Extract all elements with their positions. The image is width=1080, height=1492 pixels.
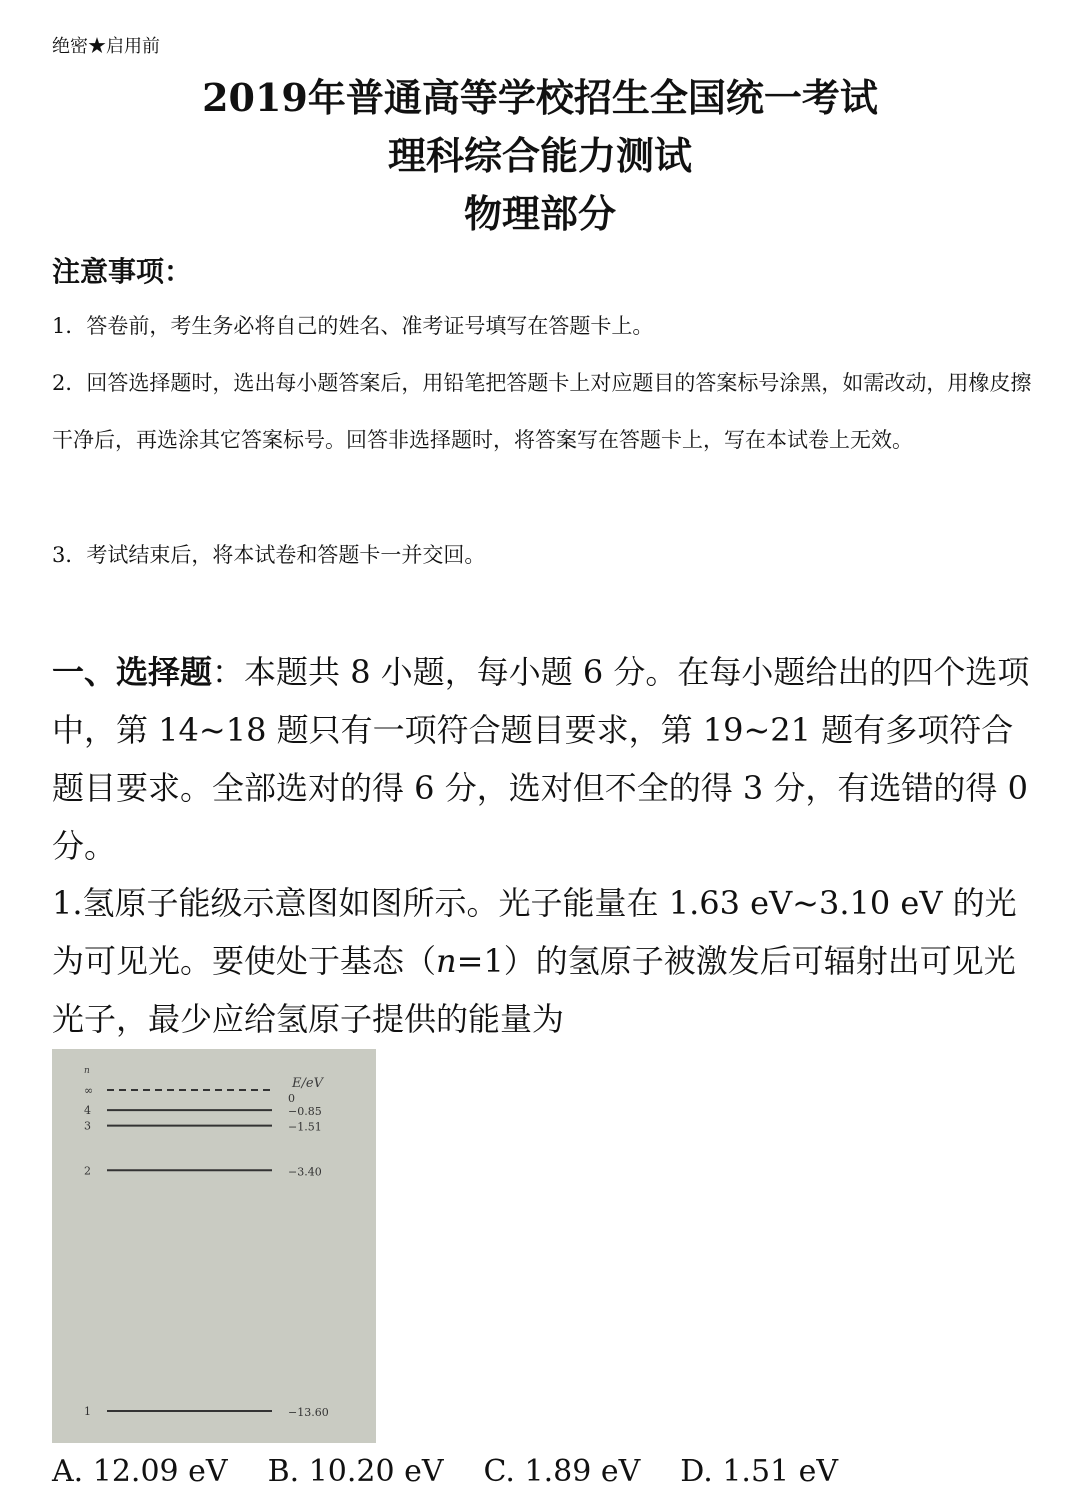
- level-n-label: 2: [84, 1164, 91, 1178]
- section-heading: 一、选择题: [52, 653, 213, 691]
- question-variable-n: n: [436, 942, 457, 980]
- n-axis-label: n: [84, 1066, 90, 1076]
- exam-part-title: 物理部分: [463, 191, 616, 236]
- question-text-part2: =1）的氢原子被激发后可辐射出可见光光子，最少应给氢原子提供的能量为: [52, 942, 1016, 1038]
- level-n-label: 3: [84, 1119, 91, 1133]
- level-energy-label: 0: [288, 1092, 295, 1105]
- notice-item: 1．答卷前，考生务必将自己的姓名、准考证号填写在答题卡上。: [52, 314, 654, 338]
- exam-title: 2019年普通高等学校招生全国统一考试: [202, 75, 878, 120]
- level-n-label: ∞: [84, 1084, 94, 1097]
- question-text-part1: 1.氢原子能级示意图如图所示。光子能量在 1.63 eV~3.10 eV 的光为可见光。要使处于基态（: [52, 884, 1017, 980]
- level-energy-label: −0.85: [288, 1105, 322, 1119]
- notice-heading: 注意事项：: [52, 255, 193, 288]
- section-instructions: ：本题共 8 小题，每小题 6 分。在每小题给出的四个选项中，第 14~18 题只有一项符合题目要求，第 19~21 题有多项符合题目要求。全部选对的得 6 分，选对但不全的得 3 分，有选错的得 0 分。: [52, 653, 1030, 865]
- level-energy-label: −1.51: [288, 1120, 322, 1134]
- section-intro: [52, 643, 1037, 875]
- option-c[interactable]: C. 1.89 eV: [483, 1454, 641, 1489]
- level-energy-label: −13.60: [288, 1406, 329, 1419]
- energy-axis-label: E/eV: [292, 1076, 323, 1091]
- exam-subtitle: 理科综合能力测试: [387, 133, 692, 178]
- option-b[interactable]: B. 10.20 eV: [267, 1454, 444, 1489]
- option-a[interactable]: A. 12.09 eV: [52, 1454, 228, 1489]
- level-energy-label: −3.40: [288, 1165, 322, 1179]
- question-text: [52, 874, 1037, 1048]
- level-n-label: 1: [84, 1405, 91, 1418]
- energy-level-diagram: [52, 1049, 376, 1443]
- confidential-label: 绝密★启用前: [52, 36, 160, 57]
- notice-item: 3．考试结束后，将本试卷和答题卡一并交回。: [52, 543, 486, 567]
- notice-item: 2．回答选择题时，选出每小题答案后，用铅笔把答题卡上对应题目的答案标号涂黑，如需改动，用橡皮擦干净后，再选涂其它答案标号。回答非选择题时，将答案写在答题卡上，写在本试卷上无效。: [52, 371, 1032, 452]
- energy-levels: [84, 1084, 329, 1419]
- option-d[interactable]: D. 1.51 eV: [680, 1454, 839, 1489]
- level-n-label: 4: [84, 1104, 91, 1118]
- answer-options: [52, 1452, 838, 1492]
